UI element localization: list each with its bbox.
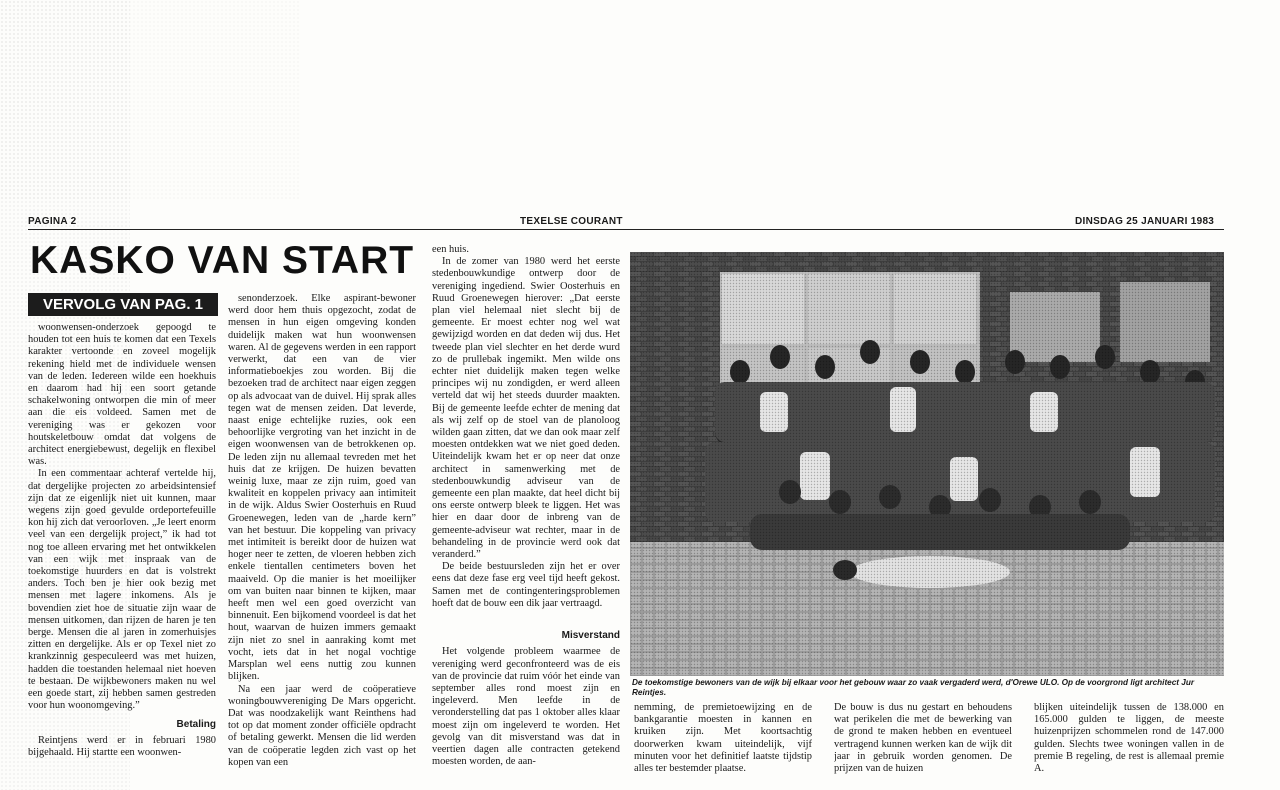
paragraph: woonwensen-onderzoek gepoogd te houden tot een huis te komen dat een Texels karakter vertoonde en zoveel mogelijk rekening hield met de individuele wensen van de leden. Iedereen wilde een hoekhuis en daarom had hij een soort getande schakelwoning ontworpen die min of meer aan die eis voldeed. Samen met de vereniging was er gekozen voor houtskeletbouw omdat dat volgens de architect energiebewust, degelijk en flexibel was. — [28, 322, 216, 468]
photo-caption: De toekomstige bewoners van de wijk bij elkaar voor het gebouw waar zo vaak vergaderd werd, d'Orewe ULO. Op de voorgrond ligt architect Jur Reintjes. — [632, 678, 1195, 697]
article-column-2 — [228, 293, 416, 773]
group-photo-illustration — [630, 252, 1224, 676]
bottom-column-2: De bouw is dus nu gestart en behoudens wat perikelen die met de bewerking van de grond te maken hebben en eventueel vertragend kunnen werken kan de wijk dit jaar in gebruik worden genomen. De prijzen van de huizen — [834, 702, 1012, 775]
bottom-column-3: blijken uiteindelijk tussen de 138.000 en 165.000 gulden te liggen, de meeste huizenprijzen schommelen rond de 147.000 gulden. Slechts twee woningen vallen in de premie B regeling, de rest is allemaal premie A. — [1034, 702, 1224, 775]
issue-date: DINSDAG 25 JANUARI 1983 — [1075, 216, 1215, 227]
paragraph: Reintjens werd er in februari 1980 bijgehaald. Hij startte een woonwen- — [28, 734, 216, 758]
newspaper-name: TEXELSE COURANT — [520, 216, 623, 227]
page-number: PAGINA 2 — [28, 216, 77, 227]
article-column-3 — [432, 244, 620, 774]
group-photo — [630, 252, 1224, 676]
paragraph: een huis. — [432, 244, 469, 255]
paragraph: senonderzoek. Elke aspirant-bewoner werd door hem thuis opgezocht, zodat de mensen in hun eigen omgeving konden duidelijk maken wat hun woonwensen waren. Al de gegevens werden in een rapport verwerkt, dat een van de vier informatieboekjes zou worden. Bij die bezoeken trad de architect naar eigen zeggen op als advocaat van de duivel. Hij sprak alles tegen wat de mensen zeiden. Dat leverde, naast enige echtelijke ruzies, ook een behoorlijke vergroting van het inzicht in de eigen woonwensen van de betrokkenen op. De leden zijn nu allemaal tevreden met het huis dat ze krijgen. De huizen bevatten weinig luxe, maar ze zijn ruim, goed van kwaliteit en koppelen privacy aan intimiteit in de wijk. Aldus Swier Oosterhuis en Ruud Groenewegen, leden van de „harde kern” van het bestuur. Die koppeling van privacy met intimiteit is bereikt door de huizen wat hoger neer te zetten, de vloeren hebben zich enkele tientallen centimeters boven het maaiveld. Op die manier is het moeilijker om van buiten naar binnen te kijken, maar heeft men wel een goed overzicht van binnenuit. Een bijkomend voordeel is dat het hout, waarvan de huizen immers gemaakt zijn niet zo snel in aanraking komt met vocht, iets dat in het nogal vochtige Marsplan wel eens nuttig zou kunnen blijken. — [228, 293, 416, 683]
paragraph: In de zomer van 1980 werd het eerste stedenbouwkundige ontwerp door de vereniging ingediend. Swier Oosterhuis en Ruud Groenewegen hierover: „Dat eerste plan viel helemaal niet slecht bij de gemeente. Er moest echter nog wel wat gewijzigd worden en dat deden wij dus. Het tweede plan viel slechter en het derde wurd zo de prullebak ingemikt. Men wilde ons echter niet duidelijk maken tegen welke principes wij nu zondigden, er werd alleen verteld dat wij het steeds duurder maakten. Bij de gemeente leefde echter de mening dat als wij zelf op de stoel van de planoloog wilden gaan zitten, dat we dan ook maar zelf moesten ontdekken wat we niet goed deden. Uiteindelijk kwam het er op neer dat onze architect in samenwerking met de stedenbouwkundig adviseur van de gemeente een plan maakte, dat heel dicht bij ons eerste ontwerp bleek te liggen. Het was hier en daar door de inbreng van de gemeente-adviseur wat rechter, maar in de behandeling in de provincie werd ook dat veranderd.” — [432, 256, 620, 561]
headline: KASKO VAN START — [30, 239, 415, 282]
paragraph: Het volgende probleem waarmee de vereniging werd geconfronteerd was de eis van de provincie dat ruim vóór het einde van september alles rond moest zijn en ingeleverd. Men leefde in de veronderstelling dat pas 1 oktober alles klaar moest zijn om ingeleverd te worden. Het gevolg van dit misverstand was dat in veertien dagen alle contracten getekend moesten worden, de aan- — [432, 646, 620, 768]
paragraph: De beide bestuursleden zijn het er over eens dat deze fase erg veel tijd heeft gekost. Samen met de contingenteringsproblemen hoeft dat de bouw een dik jaar vertraagd. — [432, 561, 620, 609]
masthead-rule — [28, 229, 1224, 230]
subheading-misverstand: Misverstand — [561, 630, 620, 642]
bottom-column-1: nemming, de premietoewijzing en de bankgarantie moesten in kannen en kruiken zijn. Met koortsachtig doorwerken kwam uiteindelijk, vijf minuten voor het definitief laatste tijdstip alles ter bestemder plaatse. — [634, 702, 812, 775]
scan-noise-top — [0, 0, 300, 200]
subheading-betaling: Betaling — [176, 718, 216, 730]
paragraph: Na een jaar werd de coöperatieve woningbouwvereniging De Mars opgericht. Dat was noodzakelijk want Reinthens had tot op dat moment zonder officiële opdracht of betaling gewerkt. Mensen die lid werden van de coöperatie legden zich vast op het kopen van een — [228, 683, 416, 768]
article-column-1 — [28, 322, 216, 762]
continuation-label: VERVOLG VAN PAG. 1 — [28, 293, 218, 316]
paragraph: In een commentaar achteraf vertelde hij, dat dergelijke projecten zo arbeidsintensief zijn dat ze eigenlijk niet uit kunnen, maar wegens zijn goed gevulde ordeportefeuille kon hij zich dat veroorloven. „Je leert enorm veel van een dergelijk project,” ik had tot nog toe alleen ervaring met het ontwikkelen van een wijk met inspraak van de toekomstige huurders en dat is volstrekt anders. Toch ben je hier ook bezig met mensen met lagere inkomens. Als je bovendien ziet hoe de situatie zijn waar de mensen uitkomen, dan rijzen de haren je ten berge. Mensen die al jaren in zomerhuisjes zitten en dergelijke. Als er op Texel niet zo krankzinnig gespeculeerd was met huizen, hadden die toestanden helemaal niet hoeven te bestaan. De wijkbewoners maken nu wel een goede start, zij hebben samen gestreden voor hun woonomgeving.” — [28, 468, 216, 712]
